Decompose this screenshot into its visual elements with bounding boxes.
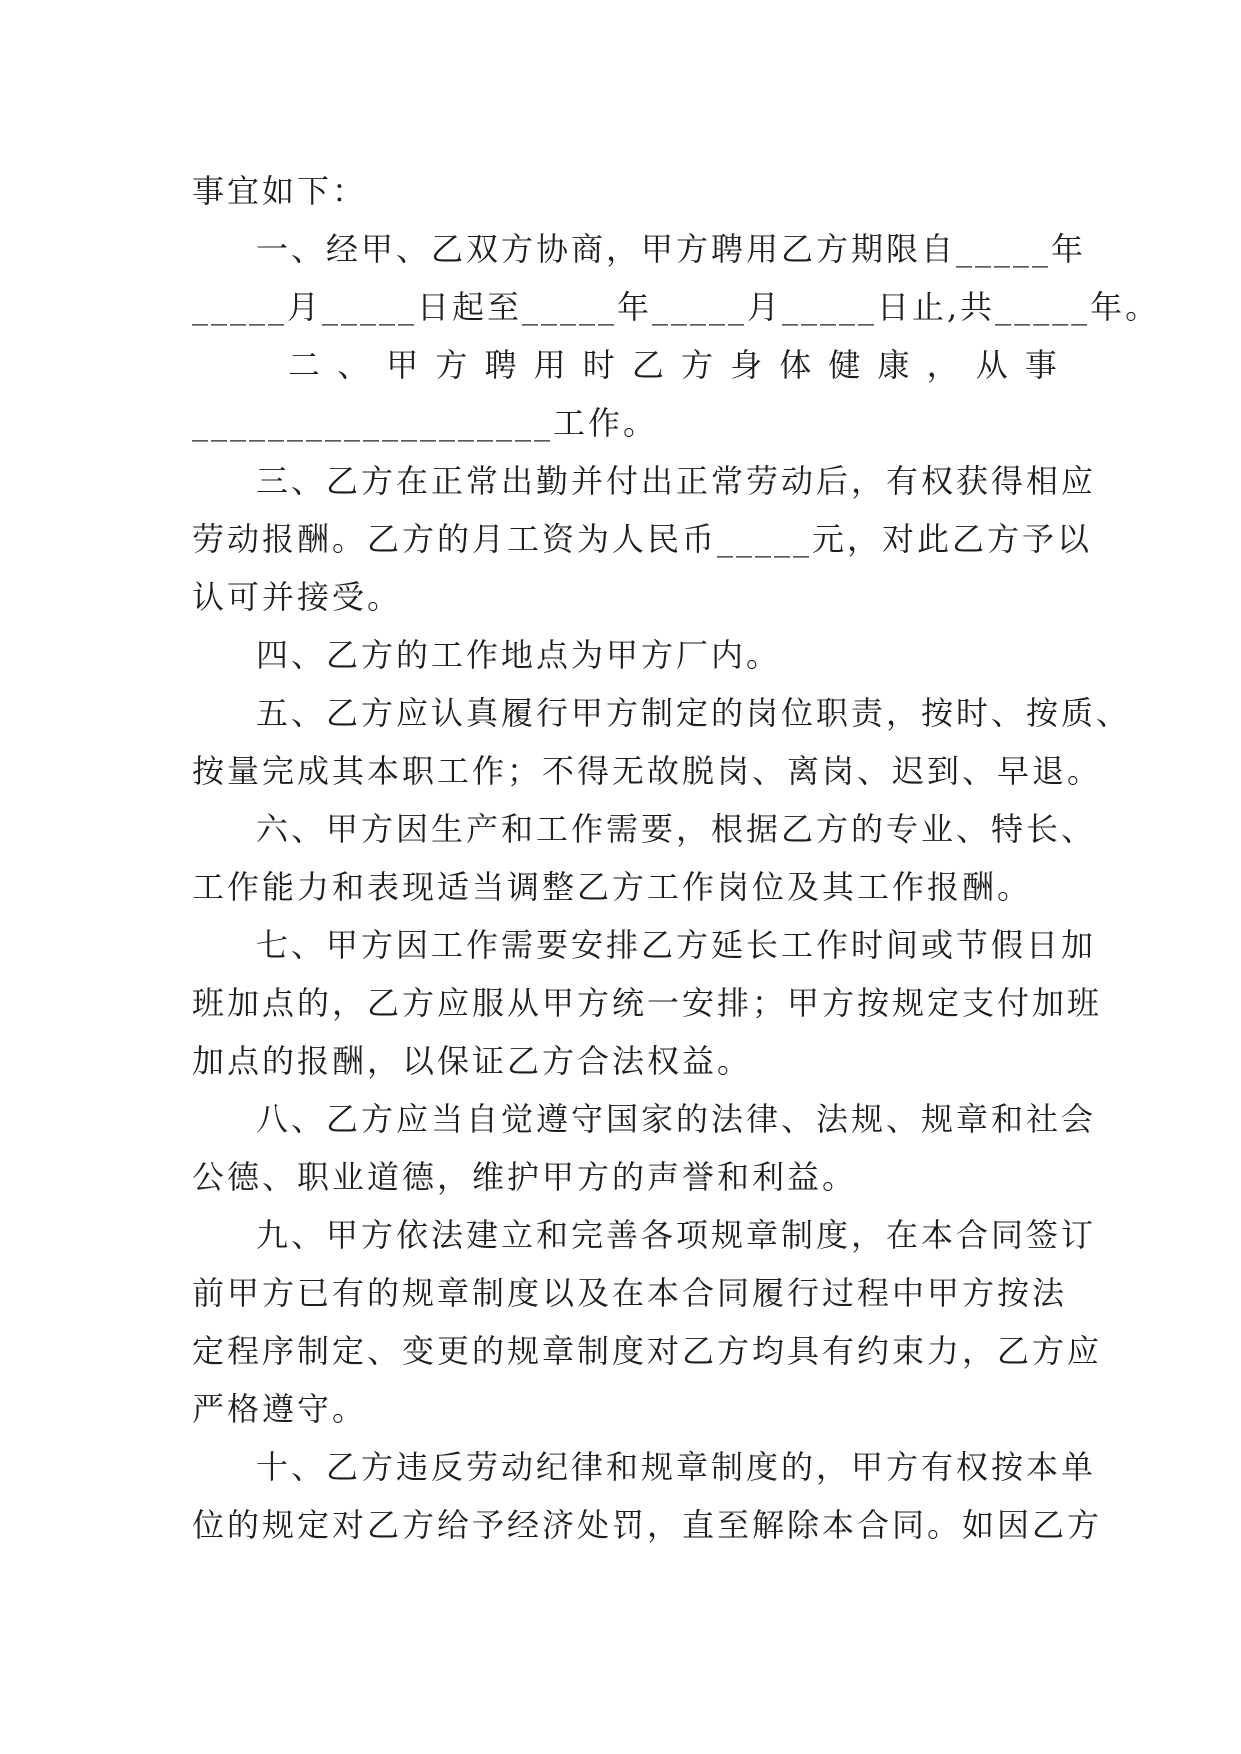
text-line: 定程序制定、变更的规章制度对乙方均具有约束力，乙方应 — [192, 1332, 1103, 1370]
justified-line — [192, 336, 1060, 394]
char: ， — [926, 346, 962, 384]
text-line: 严格遵守。 — [192, 1390, 368, 1428]
text-line: 班加点的，乙方应服从甲方统一安排；甲方按规定支付加班 — [192, 984, 1103, 1022]
char: 乙 — [631, 346, 667, 384]
char: 健 — [828, 346, 864, 384]
document-page — [192, 162, 1161, 1554]
char: 事 — [1024, 346, 1060, 384]
char: 方 — [681, 346, 717, 384]
char: 甲 — [386, 346, 422, 384]
char: 、 — [337, 346, 373, 384]
text-line: 位的规定对乙方给予经济处罚，直至解除本合同。如因乙方 — [192, 1506, 1103, 1544]
text-line: 十、乙方违反劳动纪律和规章制度的，甲方有权按本单 — [256, 1448, 1097, 1486]
text-line: 前甲方已有的规章制度以及在本合同履行过程中甲方按法 — [192, 1274, 1068, 1312]
text-line: 七、甲方因工作需要安排乙方延长工作时间或节假日加 — [256, 926, 1097, 964]
text-line: 一、经甲、乙双方协商，甲方聘用乙方期限自_____年 — [256, 230, 1087, 268]
text-line: 按量完成其本职工作；不得无故脱岗、离岗、迟到、早退。 — [192, 752, 1103, 790]
text-line: 八、乙方应当自觉遵守国家的法律、法规、规章和社会 — [256, 1100, 1097, 1138]
char: 身 — [730, 346, 766, 384]
char: 聘 — [484, 346, 520, 384]
text-line: 加点的报酬，以保证乙方合法权益。 — [192, 1042, 753, 1080]
char: 体 — [779, 346, 815, 384]
char: 从 — [975, 346, 1011, 384]
char: 二 — [288, 346, 324, 384]
char: 方 — [435, 346, 471, 384]
text-line: ___________________工作。 — [192, 404, 659, 442]
text-line: 事宜如下： — [192, 172, 368, 210]
text-line: 认可并接受。 — [192, 578, 403, 616]
text-line: 工作能力和表现适当调整乙方工作岗位及其工作报酬。 — [192, 868, 1033, 906]
char: 康 — [877, 346, 913, 384]
text-line: 四、乙方的工作地点为甲方厂内。 — [256, 636, 782, 674]
text-line: _____月_____日起至_____年_____月_____日止,共_____年。 — [192, 288, 1161, 326]
text-line: 公德、职业道德，维护甲方的声誉和利益。 — [192, 1158, 858, 1196]
char: 用 — [533, 346, 569, 384]
text-line: 六、甲方因生产和工作需要，根据乙方的专业、特长、 — [256, 810, 1097, 848]
text-line: 五、乙方应认真履行甲方制定的岗位职责，按时、按质、 — [256, 694, 1132, 732]
text-line: 九、甲方依法建立和完善各项规章制度，在本合同签订 — [256, 1216, 1097, 1254]
char: 时 — [582, 346, 618, 384]
text-line: 三、乙方在正常出勤并付出正常劳动后，有权获得相应 — [256, 462, 1097, 500]
text-line: 劳动报酬。乙方的月工资为人民币_____元，对此乙方予以 — [192, 520, 1093, 558]
